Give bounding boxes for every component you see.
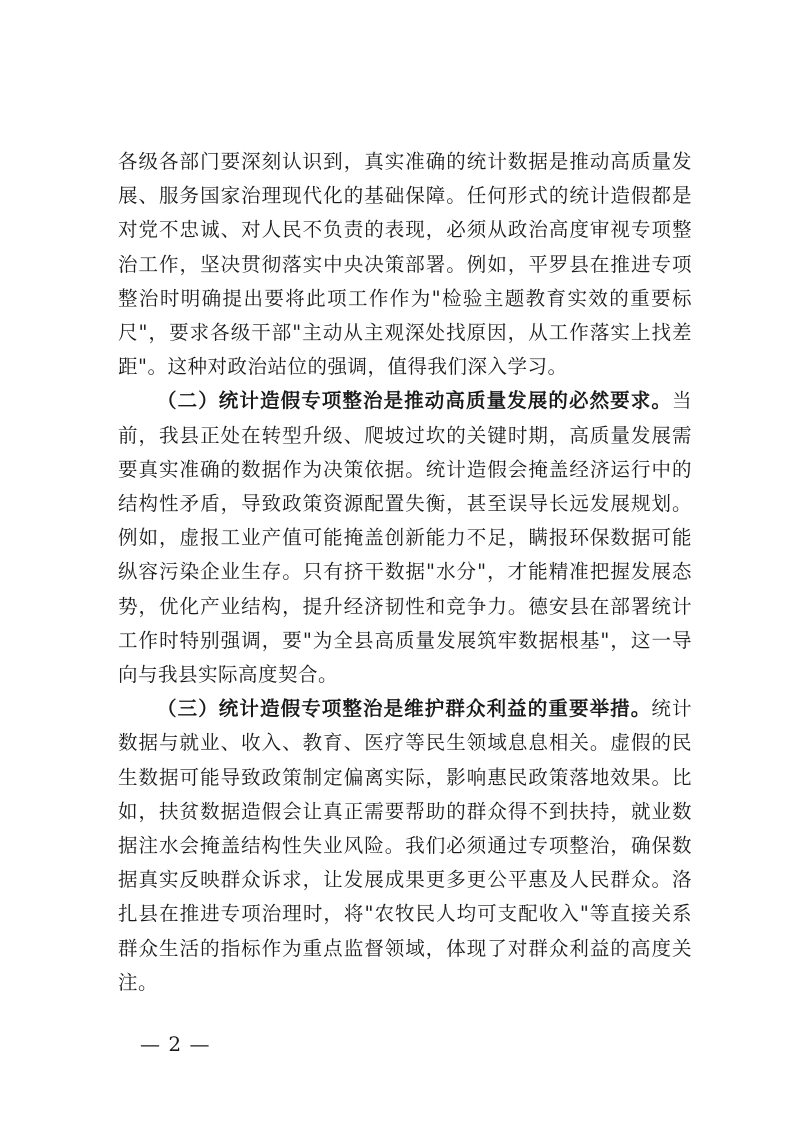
paragraph-1 [118, 145, 692, 384]
paragraph-3 [118, 692, 692, 1000]
paragraph-2 [118, 384, 692, 692]
paragraph-3-text: 统计数据与就业、收入、教育、医疗等民生领域息息相关。虚假的民生数据可能导致政策制定偏离实际，影响惠民政策落地效果。比如，扶贫数据造假会让真正需要帮助的群众得不到扶持，就业数据注水会掩盖结构性失业风险。我们必须通过专项整治，确保数据真实反映群众诉求，让发展成果更多更公平惠及人民群众。洛扎县在推进专项治理时，将"农牧民人均可支配收入"等直接关系群众生活的指标作为重点监督领域，体现了对群众利益的高度关注。 [118, 697, 692, 994]
document-body [118, 145, 692, 1000]
paragraph-1-text: 各级各部门要深刻认识到，真实准确的统计数据是推动高质量发展、服务国家治理现代化的基础保障。任何形式的统计造假都是对党不忠诚、对人民不负责的表现，必须从政治高度审视专项整治工作，坚决贯彻落实中央决策部署。例如，平罗县在推进专项整治时明确提出要将此项工作作为"检验主题教育实效的重要标尺"，要求各级干部"主动从主观深处找原因，从工作落实上找差距"。这种对政治站位的强调，值得我们深入学习。 [118, 150, 692, 379]
page-number: — 2 — [140, 1032, 211, 1056]
section-heading-2: （二）统计造假专项整治是推动高质量发展的必然要求。 [157, 389, 672, 413]
section-heading-3: （三）统计造假专项整治是维护群众利益的重要举措。 [157, 697, 652, 721]
paragraph-2-text: 当前，我县正处在转型升级、爬坡过坎的关键时期，高质量发展需要真实准确的数据作为决策依据。统计造假会掩盖经济运行中的结构性矛盾，导致政策资源配置失衡，甚至误导长远发展规划。例如，虚报工业产值可能掩盖创新能力不足，瞒报环保数据可能纵容污染企业生存。只有挤干数据"水分"，才能精准把握发展态势，优化产业结构，提升经济韧性和竞争力。德安县在部署统计工作时特别强调，要"为全县高质量发展筑牢数据根基"，这一导向与我县实际高度契合。 [118, 389, 692, 687]
